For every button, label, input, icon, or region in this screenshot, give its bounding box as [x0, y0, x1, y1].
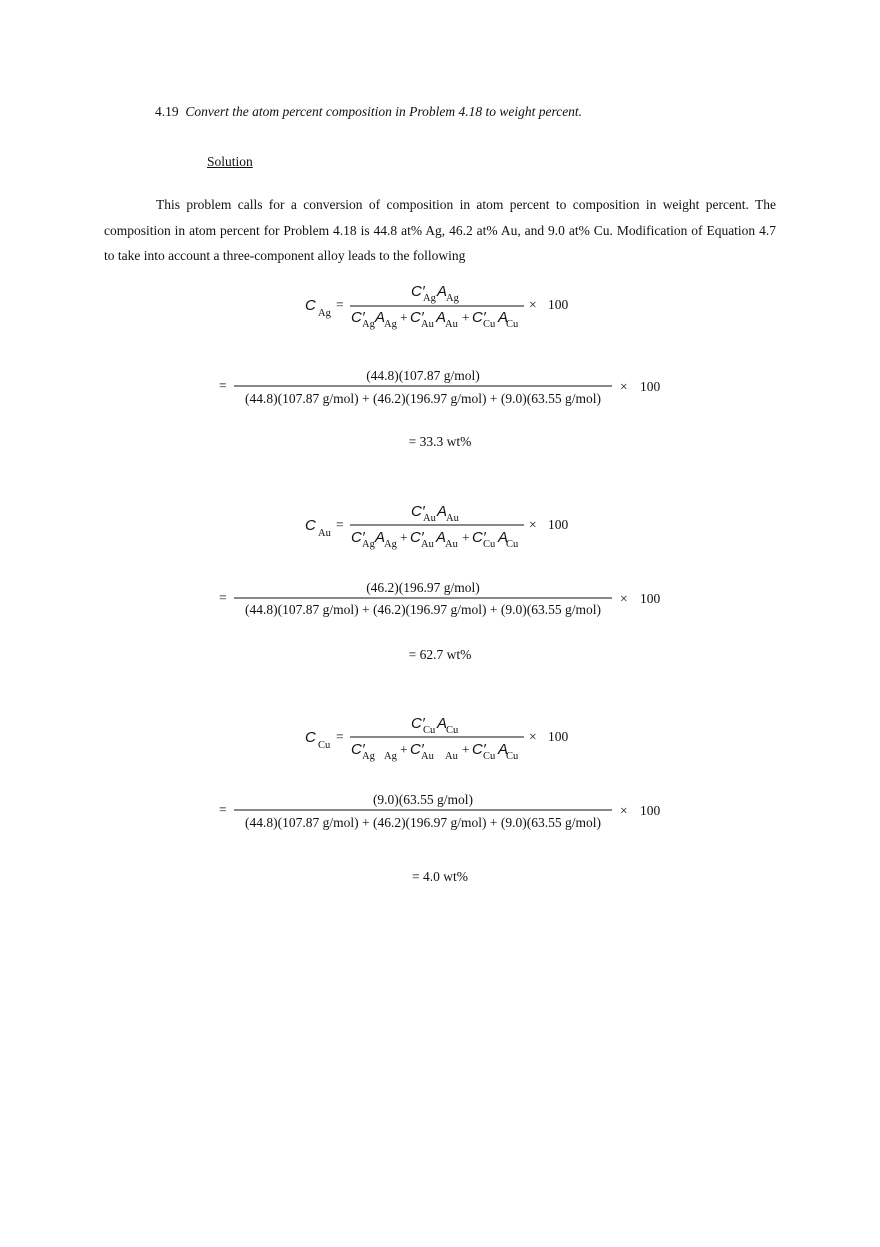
formula-numerator [411, 715, 459, 736]
sub-au: Au [421, 539, 434, 550]
sub-cu: Cu [506, 319, 519, 330]
a-symbol: A [437, 715, 448, 732]
sub-au: Au [445, 539, 458, 550]
sub-au: Au [446, 513, 459, 524]
c-prime-symbol: C′ [410, 309, 424, 326]
times-sign: × [620, 379, 628, 394]
times-sign: × [529, 729, 537, 744]
c-prime-symbol: C′ [410, 529, 424, 546]
plus-sign: + [400, 530, 408, 545]
solution-heading: Solution [207, 154, 253, 169]
times-sign: × [620, 803, 628, 818]
plus-sign: + [400, 310, 408, 325]
sub-ag: Ag [384, 539, 397, 550]
times-sign: × [529, 517, 537, 532]
result-au: = 62.7 wt% [408, 647, 472, 662]
formula-ag [305, 283, 569, 330]
denominator: (44.8)(107.87 g/mol) + (46.2)(196.97 g/mol) + (9.0)(63.55 g/mol) [244, 391, 602, 406]
sub-au: Au [445, 751, 458, 762]
c-prime-symbol: C′ [351, 529, 365, 546]
numerator-cu: (9.0)(63.55 g/mol) [372, 792, 474, 807]
sub-ag: Ag [446, 293, 459, 304]
c-prime-symbol: C′ [351, 309, 365, 326]
a-symbol: A [498, 741, 509, 758]
formula-denominator [351, 529, 519, 550]
hundred: 100 [640, 591, 661, 606]
sub-ag: Ag [384, 751, 397, 762]
sub-ag: Ag [423, 293, 436, 304]
numerator-ag: (44.8)(107.87 g/mol) [366, 368, 480, 383]
numeric-cu [219, 792, 661, 830]
numeric-ag [219, 368, 661, 406]
c-prime-symbol: C′ [411, 715, 425, 732]
sub-cu: Cu [423, 725, 436, 736]
c-prime-symbol: C′ [410, 741, 424, 758]
a-symbol: A [498, 529, 509, 546]
sub-ag: Ag [362, 539, 375, 550]
problem-statement: Convert the atom percent composition in Problem 4.18 to weight percent. [185, 104, 583, 119]
a-symbol: A [375, 529, 386, 546]
plus-sign: + [462, 310, 470, 325]
equals-sign: = [336, 297, 344, 312]
numerator-au: (46.2)(196.97 g/mol) [366, 580, 480, 595]
formula-numerator [411, 283, 460, 304]
formula-denominator [351, 309, 519, 330]
hundred: 100 [548, 517, 569, 532]
result-cu: = 4.0 wt% [412, 869, 468, 884]
plus-sign: + [400, 742, 408, 757]
formula-au [305, 503, 569, 550]
times-sign: × [529, 297, 537, 312]
sub-ag: Ag [362, 751, 375, 762]
equals-sign: = [336, 729, 344, 744]
equals-sign: = [219, 590, 227, 605]
c-symbol: C [305, 729, 316, 746]
sub-au: Au [445, 319, 458, 330]
c-prime-symbol: C′ [472, 529, 486, 546]
a-symbol: A [436, 309, 447, 326]
a-symbol: A [437, 503, 448, 520]
times-sign: × [620, 591, 628, 606]
hundred: 100 [640, 803, 661, 818]
c-symbol: C [305, 297, 316, 314]
hundred: 100 [548, 297, 569, 312]
formula-cu [305, 715, 569, 762]
c-prime-symbol: C′ [472, 741, 486, 758]
plus-sign: + [462, 530, 470, 545]
equals-sign: = [219, 378, 227, 393]
c-prime-symbol: C′ [411, 503, 425, 520]
denominator: (44.8)(107.87 g/mol) + (46.2)(196.97 g/mol) + (9.0)(63.55 g/mol) [244, 602, 602, 617]
result-ag: = 33.3 wt% [408, 434, 472, 449]
c-prime-symbol: C′ [472, 309, 486, 326]
sub-au: Au [423, 513, 436, 524]
sub-cu: Cu [483, 539, 496, 550]
sub-cu: Cu [483, 319, 496, 330]
hundred: 100 [548, 729, 569, 744]
sub-cu: Cu [483, 751, 496, 762]
sub-ag: Ag [384, 319, 397, 330]
formula-numerator [411, 503, 460, 524]
sub-cu: Cu [446, 725, 459, 736]
c-prime-symbol: C′ [351, 741, 365, 758]
solution-paragraph: This problem calls for a conversion of composition in atom percent to composition in weight percent. The composition in atom percent for Problem 4.18 is 44.8 at% Ag, 46.2 at% Au, and 9.0 at% Cu. Modification of Equation 4.7 to take into account a three-component alloy leads to the following [104, 197, 776, 263]
c-subscript: Ag [318, 308, 331, 319]
a-symbol: A [375, 309, 386, 326]
equals-sign: = [336, 517, 344, 532]
problem-number: 4.19 [155, 104, 179, 119]
numeric-au [219, 580, 661, 617]
c-subscript: Cu [318, 740, 331, 751]
c-prime-symbol: C′ [411, 283, 425, 300]
a-symbol: A [436, 529, 447, 546]
sub-au: Au [421, 319, 434, 330]
hundred: 100 [640, 379, 661, 394]
c-subscript: Au [318, 528, 331, 539]
sub-cu: Cu [506, 539, 519, 550]
sub-cu: Cu [506, 751, 519, 762]
a-symbol: A [437, 283, 448, 300]
sub-ag: Ag [362, 319, 375, 330]
sub-au: Au [421, 751, 434, 762]
c-symbol: C [305, 517, 316, 534]
equals-sign: = [219, 802, 227, 817]
a-symbol: A [498, 309, 509, 326]
denominator: (44.8)(107.87 g/mol) + (46.2)(196.97 g/mol) + (9.0)(63.55 g/mol) [244, 815, 602, 830]
plus-sign: + [462, 742, 470, 757]
formula-denominator [351, 741, 519, 762]
